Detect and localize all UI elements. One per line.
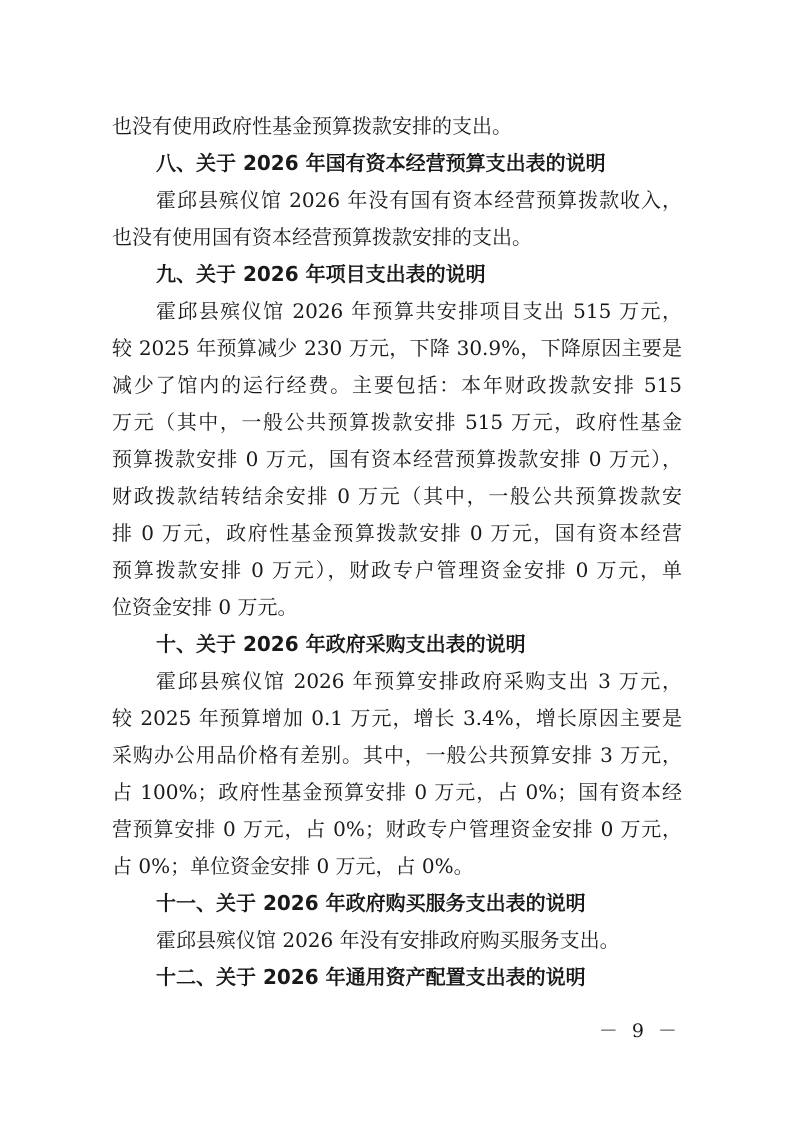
body-text-line: 较 2025 年预算增加 0.1 万元，增长 3.4%，增长原因主要是 bbox=[112, 706, 682, 730]
body-text-line: 预算拨款安排 0 万元），财政专户管理资金安排 0 万元，单 bbox=[112, 558, 682, 582]
body-text-line: 减少了馆内的运行经费。主要包括：本年财政拨款安排 515 bbox=[112, 373, 682, 397]
body-text-line: 占 0%；单位资金安排 0 万元，占 0%。 bbox=[112, 854, 474, 878]
section-heading: 八、关于 2026 年国有资本经营预算支出表的说明 bbox=[156, 151, 606, 175]
body-text-line: 财政拨款结转结余安排 0 万元（其中，一般公共预算拨款安 bbox=[112, 484, 682, 508]
body-text-line: 营预算安排 0 万元，占 0%；财政专户管理资金安排 0 万元， bbox=[112, 817, 682, 841]
body-text-line: 霍邱县殡仪馆 2026 年预算安排政府采购支出 3 万元， bbox=[156, 669, 682, 693]
body-text-line: 排 0 万元，政府性基金预算拨款安排 0 万元，国有资本经营 bbox=[112, 521, 682, 545]
body-text-line: 霍邱县殡仪馆 2026 年没有安排政府购买服务支出。 bbox=[156, 928, 620, 952]
body-text-line: 万元（其中，一般公共预算拨款安排 515 万元，政府性基金 bbox=[112, 410, 682, 434]
section-heading: 十一、关于 2026 年政府购买服务支出表的说明 bbox=[156, 891, 586, 915]
body-text-line: 也没有使用政府性基金预算拨款安排的支出。 bbox=[112, 114, 512, 138]
section-heading: 十二、关于 2026 年通用资产配置支出表的说明 bbox=[156, 965, 586, 989]
body-text-line: 位资金安排 0 万元。 bbox=[112, 595, 298, 619]
body-text-line: 采购办公用品价格有差别。其中，一般公共预算安排 3 万元， bbox=[112, 743, 682, 767]
body-text-line: 霍邱县殡仪馆 2026 年没有国有资本经营预算拨款收入， bbox=[156, 188, 682, 212]
section-heading: 九、关于 2026 年项目支出表的说明 bbox=[156, 262, 486, 286]
document-body bbox=[112, 108, 682, 996]
section-heading: 十、关于 2026 年政府采购支出表的说明 bbox=[156, 632, 526, 656]
body-text-line: 预算拨款安排 0 万元，国有资本经营预算拨款安排 0 万元）， bbox=[112, 447, 682, 471]
body-text-line: 霍邱县殡仪馆 2026 年预算共安排项目支出 515 万元， bbox=[156, 299, 682, 323]
body-text-line: 较 2025 年预算减少 230 万元，下降 30.9%，下降原因主要是 bbox=[112, 336, 682, 360]
page-number: － 9 － bbox=[598, 1020, 681, 1042]
body-text-line: 占 100%；政府性基金预算安排 0 万元，占 0%；国有资本经 bbox=[112, 780, 682, 804]
body-text-line: 也没有使用国有资本经营预算拨款安排的支出。 bbox=[112, 225, 532, 249]
